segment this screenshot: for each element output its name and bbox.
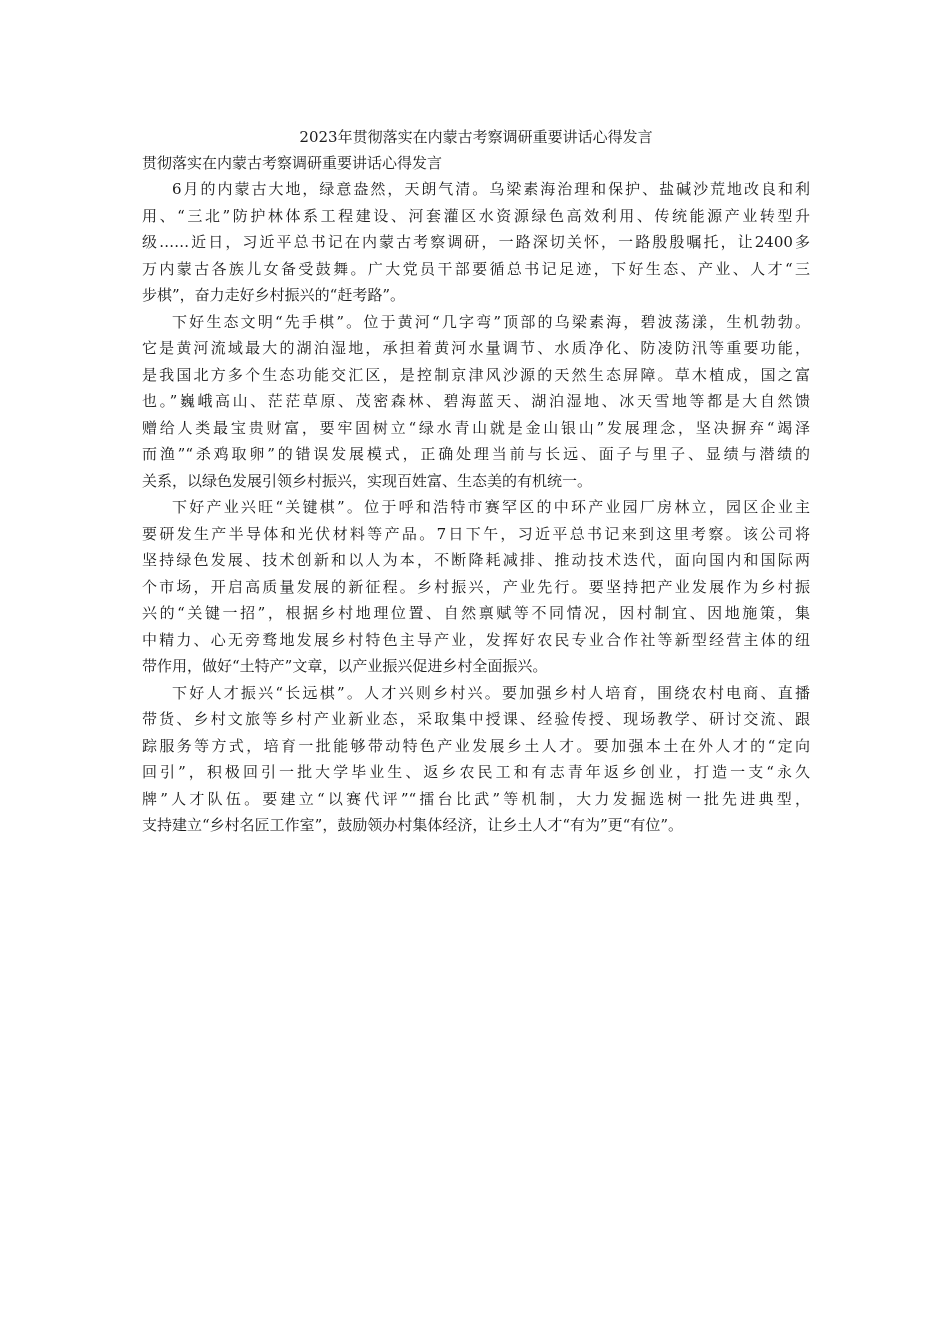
paragraph-line: 关系，以绿色发展引领乡村振兴，实现百姓富、生态美的有机统一。 bbox=[142, 471, 593, 490]
paragraph-line: 也。”巍峨高山、茫茫草原、茂密森林、碧海蓝天、湖泊湿地、冰天雪地等都是大自然馈 bbox=[142, 392, 810, 410]
paragraph-line: 6月的内蒙古大地，绿意盎然，天朗气清。乌梁素海治理和保护、盐碱沙荒地改良和利 bbox=[172, 180, 810, 198]
paragraph-line: 步棋”，奋力走好乡村振兴的“赶考路”。 bbox=[142, 286, 406, 304]
document-subtitle: 贯彻落实在内蒙古考察调研重要讲话心得发言 bbox=[142, 154, 443, 172]
paragraph-line: 而渔”“杀鸡取卵”的错误发展模式，正确处理当前与长远、面子与里子、显绩与潜绩的 bbox=[142, 445, 810, 463]
paragraph-line: 下好生态文明“先手棋”。位于黄河“几字弯”顶部的乌梁素海，碧波荡漾，生机勃勃。 bbox=[172, 312, 810, 331]
body-paragraph bbox=[142, 494, 810, 680]
paragraph-line: 支持建立“乡村名匠工作室”，鼓励领办村集体经济，让乡土人才“有为”更“有位”。 bbox=[142, 816, 684, 834]
paragraph-line: 回引”，积极回引一批大学毕业生、返乡农民工和有志青年返乡创业，打造一支“永久 bbox=[142, 763, 810, 781]
document-page bbox=[142, 124, 810, 839]
paragraph-line: 中精力、心无旁骛地发展乡村特色主导产业，发挥好农民专业合作社等新型经营主体的纽 bbox=[142, 630, 810, 649]
paragraph-line: 用、“三北”防护林体系工程建设、河套灌区水资源绿色高效利用、传统能源产业转型升 bbox=[142, 206, 810, 225]
body-paragraph bbox=[142, 309, 810, 495]
paragraph-line: 是我国北方多个生态功能交汇区，是控制京津风沙源的天然生态屏障。草木植成，国之富 bbox=[142, 365, 810, 384]
paragraph-line: 带货、乡村文旅等乡村产业新业态，采取集中授课、经验传授、现场教学、研讨交流、跟 bbox=[142, 710, 810, 728]
paragraph-line: 兴的“关键一招”，根据乡村地理位置、自然禀赋等不同情况，因村制宜、因地施策，集 bbox=[142, 604, 810, 622]
paragraph-line: 万内蒙古各族儿女备受鼓舞。广大党员干部要循总书记足迹，下好生态、产业、人才“三 bbox=[142, 259, 810, 278]
paragraph-line: 赠给人类最宝贵财富，要牢固树立“绿水青山就是金山银山”发展理念，坚决摒弃“竭泽 bbox=[142, 418, 810, 437]
paragraph-line: 级……近日，习近平总书记在内蒙古考察调研，一路深切关怀，一路殷殷嘱托，让2400多 bbox=[142, 233, 810, 251]
paragraph-line: 带作用，做好“土特产”文章，以产业振兴促进乡村全面振兴。 bbox=[142, 657, 548, 675]
paragraph-line: 个市场，开启高质量发展的新征程。乡村振兴，产业先行。要坚持把产业发展作为乡村振 bbox=[142, 577, 810, 596]
paragraph-line: 下好产业兴旺“关键棋”。位于呼和浩特市赛罕区的中环产业园厂房林立，园区企业主 bbox=[172, 498, 810, 516]
document-title: 2023年贯彻落实在内蒙古考察调研重要讲话心得发言 bbox=[299, 128, 653, 146]
paragraph-line: 要研发生产半导体和光伏材料等产品。7日下午，习近平总书记来到这里考察。该公司将 bbox=[142, 524, 810, 543]
paragraph-line: 牌”人才队伍。要建立“以赛代评”“擂台比武”等机制，大力发掘选树一批先进典型， bbox=[142, 789, 810, 808]
paragraph-line: 坚持绿色发展、技术创新和以人为本，不断降耗减排、推动技术迭代，面向国内和国际两 bbox=[142, 551, 810, 569]
body-paragraph bbox=[142, 680, 810, 839]
document-body bbox=[142, 176, 810, 839]
paragraph-line: 它是黄河流域最大的湖泊湿地，承担着黄河水量调节、水质净化、防凌防汛等重要功能， bbox=[142, 339, 810, 357]
paragraph-line: 下好人才振兴“长远棋”。人才兴则乡村兴。要加强乡村人培育，围绕农村电商、直播 bbox=[172, 683, 810, 702]
body-paragraph bbox=[142, 176, 810, 309]
paragraph-line: 踪服务等方式，培育一批能够带动特色产业发展乡土人才。要加强本土在外人才的“定向 bbox=[142, 736, 810, 755]
